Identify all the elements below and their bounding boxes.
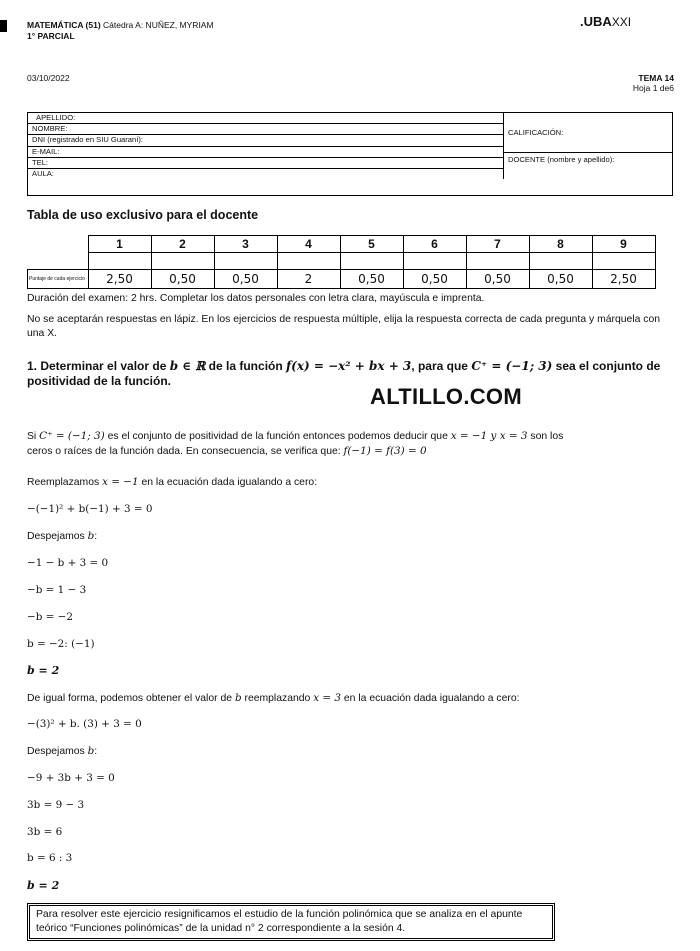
grade-cell[interactable]: [88, 253, 151, 270]
col-header: 8: [529, 236, 592, 253]
intro-verification: f(−1) = f(3) = 0: [343, 445, 427, 457]
same-a: De igual forma, podemos obtener el valor de: [27, 693, 235, 704]
table-header-row: [28, 236, 656, 253]
q1-text-2: de la función: [205, 359, 287, 373]
col-header: 5: [340, 236, 403, 253]
score-cell: 2: [277, 270, 340, 289]
duration-text: Duración del examen: 2 hrs. Completar los datos personales con letra clara, mayúscula e imprenta.: [27, 293, 485, 304]
question-1: [27, 359, 682, 389]
tema-info: [633, 73, 674, 93]
grade-cell[interactable]: [214, 253, 277, 270]
equation-3: −b = 1 − 3: [27, 584, 87, 596]
grade-cell[interactable]: [151, 253, 214, 270]
intro-cplus: C⁺ = (−1; 3): [39, 430, 105, 442]
intro-text-d: ceros o raíces de la función dada. En consecuencia, se verifica que:: [27, 446, 344, 457]
replace1-b: en la ecuación dada igualando a cero:: [138, 477, 318, 488]
score-cell: 2,50: [592, 270, 655, 289]
replace-1-text: [27, 475, 679, 490]
col-header: 2: [151, 236, 214, 253]
hoja-number: Hoja 1 de6: [632, 83, 674, 93]
intro-roots: x = −1 y x = 3: [450, 430, 528, 442]
field-email[interactable]: E-MAIL:: [28, 147, 504, 158]
col-header: 7: [466, 236, 529, 253]
score-cell: 0,50: [403, 270, 466, 289]
score-cell: 0,50: [151, 270, 214, 289]
same-b: reemplazando: [241, 693, 314, 704]
grade-cell[interactable]: [466, 253, 529, 270]
course-name: MATEMÁTICA (51): [27, 20, 101, 30]
result-2: b = 2: [27, 879, 60, 892]
equation-5: b = −2: (−1): [27, 638, 95, 650]
pencil-text: No se aceptarán respuestas en lápiz. En los ejercicios de respuesta múltiple, elija la respuesta correcta de cada pregunta y márquela con una X.: [27, 314, 661, 339]
colon: :: [94, 531, 98, 542]
corner-mark: [0, 20, 7, 32]
score-table: [27, 235, 656, 289]
note-box: [27, 903, 555, 941]
watermark: ALTILLO.COM: [370, 384, 522, 409]
tema-number: TEMA 14: [638, 73, 674, 83]
replace1-a: Reemplazamos: [27, 477, 103, 488]
equation-4: −b = −2: [27, 611, 73, 623]
col-header: 6: [403, 236, 466, 253]
field-aula[interactable]: AULA:: [28, 169, 504, 179]
q1-text-3: , para que: [411, 359, 472, 373]
replace1-x: x = −1: [102, 476, 139, 488]
despejamos-label: Despejamos: [27, 531, 88, 542]
logo-rest: XXI: [611, 15, 632, 29]
score-cell: 2,50: [88, 270, 151, 289]
note-text: Para resolver este ejercicio resignificamos el estudio de la función polinómica que se analiza en el apunte teórico “Funciones polinómicas” de la unidad n° 2 correspondiente a la sesión 4.: [29, 905, 553, 939]
intro-text-c: son los: [527, 431, 564, 442]
equation-9: 3b = 6: [27, 826, 63, 838]
equation-6: −(3)² + b. (3) + 3 = 0: [27, 718, 142, 730]
col-header: 4: [277, 236, 340, 253]
table-title: Tabla de uso exclusivo para el docente: [27, 208, 259, 222]
exam-date: 03/10/2022: [27, 73, 70, 83]
equation-2: −1 − b + 3 = 0: [27, 557, 109, 569]
field-tel[interactable]: TEL:: [28, 158, 504, 169]
field-apellido[interactable]: APELLIDO:: [28, 113, 504, 124]
b-variable: b: [234, 692, 242, 704]
personal-fields: [28, 113, 504, 179]
equation-1: −(−1)² + b(−1) + 3 = 0: [27, 503, 153, 515]
course-header: [27, 20, 214, 42]
grade-cell[interactable]: [277, 253, 340, 270]
q1-text-4: sea el conjunto de positividad de la función.: [27, 359, 661, 388]
calificacion-field[interactable]: CALIFICACIÓN:: [504, 113, 672, 153]
same-method-text: [27, 691, 679, 706]
equation-7: −9 + 3b + 3 = 0: [27, 772, 115, 784]
col-header: 9: [592, 236, 655, 253]
table-grade-row: [28, 253, 656, 270]
grade-cell[interactable]: [403, 253, 466, 270]
solution-intro: [27, 429, 679, 459]
score-cell: 0,50: [340, 270, 403, 289]
score-cell: 0,50: [529, 270, 592, 289]
q1-positivity-set: C⁺ = (−1; 3): [471, 359, 553, 373]
q1-function: f(x) = −x² + bx + 3: [286, 359, 412, 373]
logo-bold: .UBA: [580, 14, 612, 29]
table-score-row: [28, 270, 656, 289]
despejamos-1: [27, 529, 679, 544]
field-nombre[interactable]: NOMBRE:: [28, 124, 504, 135]
grade-cell[interactable]: [340, 253, 403, 270]
score-row-label: Puntaje de cada ejercicio: [28, 270, 89, 289]
personal-data-box: [27, 112, 673, 196]
docente-field[interactable]: DOCENTE (nombre y apellido):: [508, 155, 615, 164]
field-dni[interactable]: DNI (registrado en SIU Guaraní):: [28, 135, 504, 146]
despejamos-label: Despejamos: [27, 746, 88, 757]
course-chair: Cátedra A: NUÑEZ, MYRIAM: [100, 20, 214, 30]
table-blank-cell: [28, 253, 89, 270]
score-cell: 0,50: [214, 270, 277, 289]
intro-text-a: Si: [27, 431, 40, 442]
intro-text-b: es el conjunto de positividad de la función entonces podemos deducir que: [104, 431, 451, 442]
col-header: 3: [214, 236, 277, 253]
equation-8: 3b = 9 − 3: [27, 799, 85, 811]
exam-name: 1° PARCIAL: [27, 31, 75, 41]
score-cell: 0,50: [466, 270, 529, 289]
grade-cell[interactable]: [592, 253, 655, 270]
b-variable: b: [87, 745, 95, 757]
result-1: b = 2: [27, 664, 60, 677]
table-corner: [28, 236, 89, 253]
q1-b-in-r: b ∈ ℝ: [169, 359, 206, 373]
colon: :: [94, 746, 98, 757]
equation-10: b = 6 : 3: [27, 852, 73, 864]
grade-cell[interactable]: [529, 253, 592, 270]
uba-logo: [580, 14, 631, 29]
b-variable: b: [87, 530, 95, 542]
col-header: 1: [88, 236, 151, 253]
q1-text-1: 1. Determinar el valor de: [27, 359, 170, 373]
same-c: en la ecuación dada igualando a cero:: [341, 693, 520, 704]
same-x: x = 3: [313, 692, 342, 704]
despejamos-2: [27, 744, 679, 759]
